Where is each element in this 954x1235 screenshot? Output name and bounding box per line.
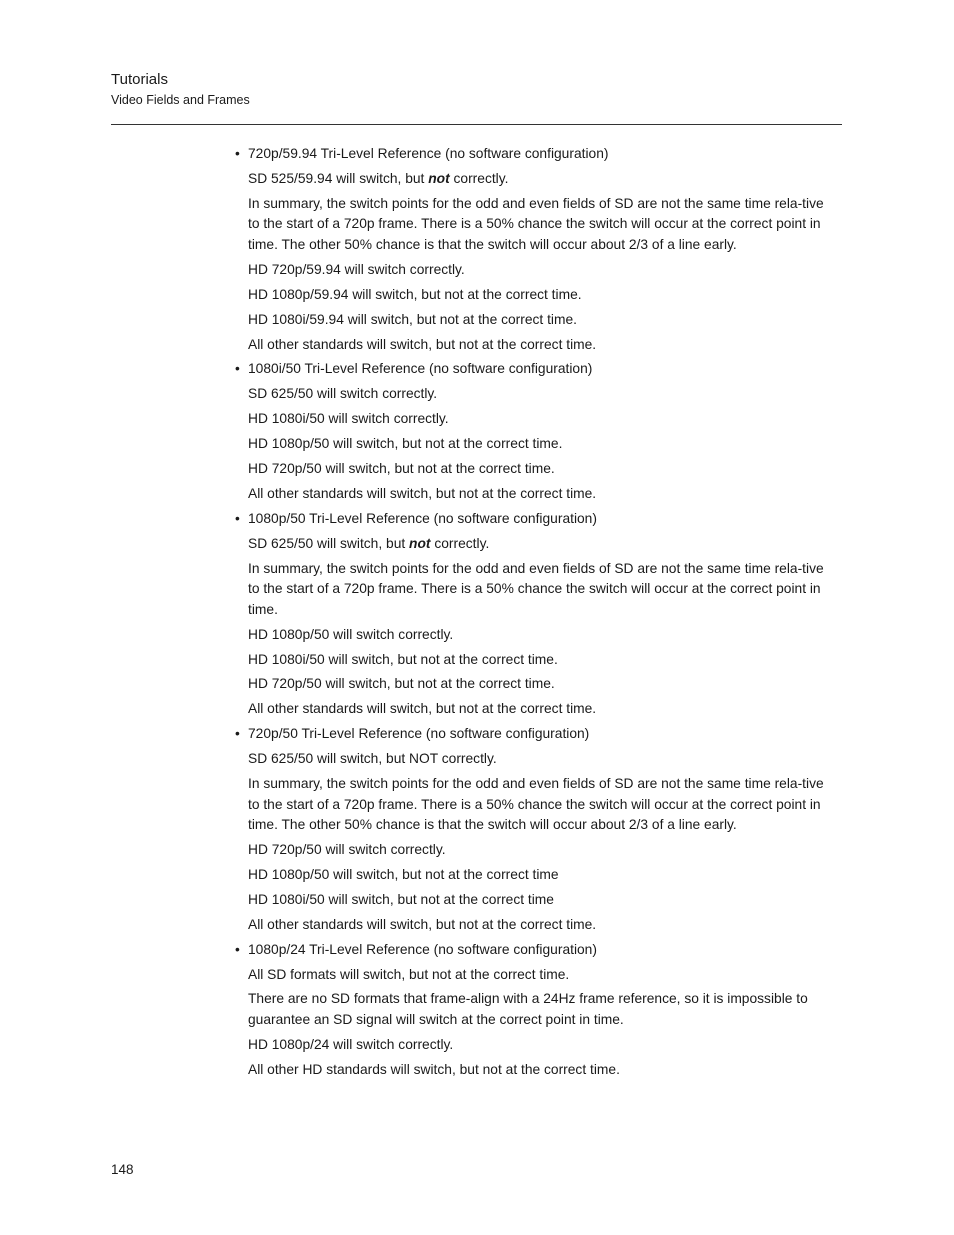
paragraph: All other standards will switch, but not at the correct time. (248, 701, 597, 717)
paragraph: There are no SD formats that frame-align with a 24Hz frame reference, so it is impossible to guarantee an SD signal will switch at the correct point in time. (248, 991, 808, 1027)
paragraph: HD 720p/59.94 will switch correctly. (248, 261, 465, 277)
chapter-title: Tutorials (111, 71, 168, 88)
header-rule (111, 124, 842, 125)
paragraph: HD 720p/50 will switch, but not at the correct time. (248, 460, 555, 476)
paragraph: SD 525/59.94 will switch, but not correctly. (248, 170, 509, 186)
body-content (248, 144, 838, 1085)
list-item-heading: • 720p/50 Tri-Level Reference (no software configuration) (248, 724, 838, 745)
emphasis: not (409, 535, 431, 551)
paragraph: In summary, the switch points for the odd and even fields of SD are not the same time rela-tive to the start of a 720p frame. There is a 50% chance the switch will occur at the correct point in time. The other 50% chance is that the switch will occur about 2/3 of a line early. (248, 775, 824, 833)
paragraph: SD 625/50 will switch correctly. (248, 386, 438, 402)
page-number: 148 (111, 1162, 134, 1177)
paragraph: HD 1080p/50 will switch, but not at the correct time. (248, 436, 563, 452)
section-title: Video Fields and Frames (111, 93, 250, 107)
paragraph: HD 720p/50 will switch, but not at the correct time. (248, 676, 555, 692)
paragraph: HD 1080i/50 will switch, but not at the correct time (248, 891, 554, 907)
emphasis: not (428, 170, 450, 186)
paragraph: All SD formats will switch, but not at the correct time. (248, 966, 570, 982)
paragraph: All other standards will switch, but not at the correct time. (248, 336, 597, 352)
paragraph: In summary, the switch points for the odd and even fields of SD are not the same time rela-tive to the start of a 720p frame. There is a 50% chance the switch will occur at the correct point in time. The other 50% chance is that the switch will occur about 2/3 of a line early. (248, 195, 824, 252)
paragraph: HD 720p/50 will switch correctly. (248, 842, 446, 858)
paragraph: SD 625/50 will switch, but not correctly. (248, 535, 490, 551)
paragraph: All other HD standards will switch, but not at the correct time. (248, 1061, 620, 1077)
list-item-heading: • 1080p/50 Tri-Level Reference (no software configuration) (248, 509, 838, 530)
paragraph: In summary, the switch points for the odd and even fields of SD are not the same time rela-tive to the start of a 720p frame. There is a 50% chance the switch will occur at the correct point in time. (248, 560, 824, 617)
paragraph: HD 1080i/50 will switch correctly. (248, 411, 449, 427)
paragraph: All other standards will switch, but not at the correct time. (248, 485, 597, 501)
list-item-heading: • 720p/59.94 Tri-Level Reference (no software configuration) (248, 144, 838, 165)
paragraph: All other standards will switch, but not at the correct time. (248, 916, 597, 932)
paragraph: HD 1080p/24 will switch correctly. (248, 1036, 454, 1052)
paragraph: HD 1080i/59.94 will switch, but not at the correct time. (248, 311, 577, 327)
paragraph: SD 625/50 will switch, but NOT correctly. (248, 751, 497, 767)
paragraph: HD 1080p/59.94 will switch, but not at the correct time. (248, 286, 582, 302)
paragraph: HD 1080p/50 will switch correctly. (248, 626, 454, 642)
paragraph: HD 1080i/50 will switch, but not at the correct time. (248, 651, 558, 667)
running-header (111, 70, 250, 110)
list-item-heading: • 1080i/50 Tri-Level Reference (no software configuration) (248, 359, 838, 380)
paragraph: HD 1080p/50 will switch, but not at the correct time (248, 866, 559, 882)
list-item-heading: • 1080p/24 Tri-Level Reference (no software configuration) (248, 940, 838, 961)
